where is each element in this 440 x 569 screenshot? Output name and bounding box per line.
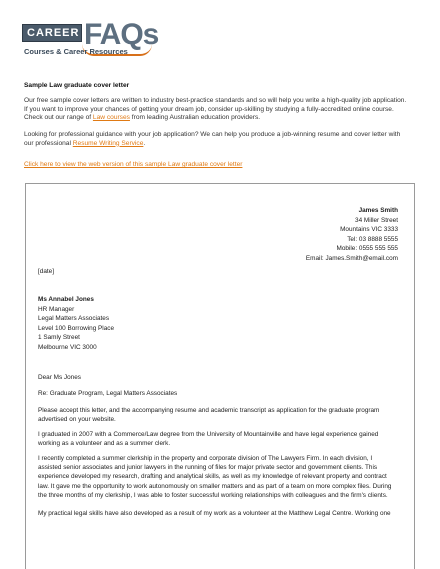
- intro-paragraph-1: [24, 97, 414, 123]
- sender-tel: Tel: 03 8888 5555: [347, 235, 398, 243]
- recipient-address: [38, 295, 398, 353]
- intro-line: Our free sample cover letters are written to industry best-practice standards and so will help you write a high-quality job application.: [24, 97, 407, 104]
- body-line: I recently completed a summer clerkship in the property and corporate division of The Lawyers Firm. In each division, I: [38, 455, 373, 462]
- letter-date: [date]: [38, 268, 54, 275]
- logo-career-text: CAREER: [27, 27, 80, 39]
- web-version-link[interactable]: Click here to view the web version of this sample Law graduate cover letter: [24, 161, 243, 168]
- intro-text: our professional: [24, 139, 71, 147]
- logo-faqs-text: FAQs: [84, 18, 159, 51]
- intro-paragraph-2: [24, 131, 414, 148]
- intro-text: .: [143, 139, 146, 147]
- intro-line: Looking for professional guidance with your job application? We can help you produce a job-winning resume and cover letter with: [24, 131, 401, 138]
- sender-street: 34 Miller Street: [355, 216, 398, 224]
- body-line: advertised on your website.: [38, 416, 116, 424]
- sender-city: Mountains VIC 3333: [340, 226, 398, 234]
- body-line: assisted senior associates and junior lawyers in the running of files for major private sector and government clients. This: [38, 464, 378, 472]
- body-paragraph-2: [38, 430, 398, 448]
- body-line: the three months of my clerkship, I was able to foster successful working relationships with colleagues and the firm's clients.: [38, 491, 388, 499]
- body-line: law. It gave me the opportunity to work autonomously on smaller matters and as part of a team on more complex files. During: [38, 482, 392, 490]
- body-paragraph-1: [38, 406, 398, 424]
- page-title: Sample Law graduate cover letter: [24, 82, 130, 89]
- logo-subtitle: Courses & Career Resources: [24, 47, 128, 56]
- body-line: experience developed my research, drafting and analytical skills, as well as my knowledge of relevant property and contract: [38, 473, 387, 481]
- intro-line: If you want to improve your chances of getting your dream job, consider up-skilling by studying a fully-accredited online course.: [24, 105, 394, 113]
- web-version-line: [24, 161, 414, 170]
- intro-text: from leading Australian education providers.: [131, 114, 261, 122]
- body-line: My practical legal skills have also developed as a result of my work as a volunteer at the Matthew Legal Centre. Working one: [38, 510, 391, 517]
- recipient-name: Ms Annabel Jones: [38, 296, 94, 303]
- letter-subject: Re: Graduate Program, Legal Matters Associates: [38, 390, 178, 397]
- recipient-company: Legal Matters Associates: [38, 315, 110, 323]
- law-courses-link[interactable]: Law courses: [92, 114, 130, 122]
- logo-career-box: [22, 24, 82, 42]
- body-line: working as a volunteer and as a summer clerk.: [38, 440, 171, 448]
- sender-mobile: Mobile: 0555 555 555: [336, 245, 398, 253]
- body-line: I graduated in 2007 with a Commerce/Law degree from the University of Mountainville and have legal experience gained: [38, 431, 379, 438]
- intro-line: [24, 140, 414, 149]
- recipient-title: HR Manager: [38, 305, 75, 313]
- sender-address: [306, 206, 398, 264]
- sender-email: Email: James.Smith@email.com: [305, 254, 398, 262]
- intro-line: [24, 114, 414, 123]
- resume-writing-service-link[interactable]: Resume Writing Service: [72, 139, 144, 147]
- recipient-street: 1 Samly Street: [38, 334, 80, 342]
- body-line: Please accept this letter, and the accompanying resume and academic transcript as application for the graduate program: [38, 407, 380, 414]
- body-paragraph-3: [38, 454, 398, 500]
- cover-letter-box: [25, 183, 415, 569]
- careerfaqs-logo[interactable]: [22, 18, 159, 64]
- salutation: Dear Ms Jones: [38, 374, 81, 381]
- sender-name: James Smith: [358, 207, 398, 214]
- recipient-level: Level 100 Borrowing Place: [38, 324, 115, 332]
- intro-text: Check out our range of: [24, 114, 92, 122]
- recipient-city: Melbourne VIC 3000: [38, 343, 97, 351]
- body-paragraph-4: [38, 509, 398, 518]
